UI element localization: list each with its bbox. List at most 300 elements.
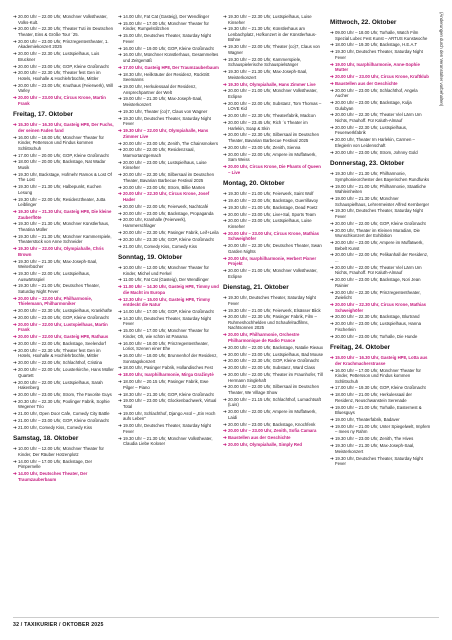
event-text: 20.00 Uhr – 22.00 Uhr, Residenzsaal, Marmortanzgemach (123, 147, 195, 158)
arrow-icon: ➔ (118, 159, 122, 165)
event-text: 19.30 Uhr, Deutsches Theater, Saturday Night Fever (335, 49, 423, 60)
event-text: 20.00 Uhr, Isarphilharmonie, Herbert Pixner Projekt (228, 255, 317, 267)
event-text: 14.00 Uhr – 17.00 Uhr, Backstage, Der Pimpernelle (18, 458, 93, 470)
highlighted-event-entry (223, 428, 324, 434)
event-text: 18.00 Uhr – 19.30 Uhr, Backstage, H.E.A.T (335, 42, 418, 48)
event-text: 20.30 Uhr – 23.30 Uhr, GOP, Kleine Großmacht (123, 236, 214, 242)
arrow-icon: ➔ (13, 314, 17, 320)
event-entry (13, 51, 114, 62)
arrow-icon: ➔ (330, 333, 334, 339)
event-entry (13, 271, 114, 282)
event-text: 20.00 Uhr – 22.30 Uhr, Lustspielhaus, Feuerwerkfabrik (335, 124, 408, 136)
event-entry (118, 392, 219, 398)
event-text: 17.00 Uhr, Gasteig HP8, Der Traumzauberbaum (123, 64, 219, 70)
day-heading: Samstag, 18. Oktober (13, 435, 79, 443)
event-text: 19.30 Uhr – 22.00 Uhr, Kammerspiele, Schauspielerische Schauspielsänger (228, 56, 302, 68)
event-text: 20.00 Uhr – 22.00 Uhr, Münchner Volkstheater, Volks-Kult. (18, 14, 108, 25)
event-text: 19.00 Uhr, Herkulessaal der Residenz, Ansprechpartner der Welt (123, 84, 197, 95)
arrow-icon: ➔ (13, 334, 17, 340)
arrow-icon: ➔ (118, 365, 122, 371)
event-entry (13, 308, 114, 314)
event-entry (13, 446, 114, 457)
arrow-icon: ➔ (223, 332, 227, 338)
arrow-icon: ➔ (118, 147, 122, 153)
footer-divider (13, 617, 439, 618)
arrow-icon: ➔ (118, 172, 122, 178)
event-text: 20.00 Uhr – 22.00 Uhr, Lustspielhaus, Martin Frank (18, 321, 108, 333)
arrow-icon: ➔ (330, 87, 334, 93)
arrow-icon: ➔ (330, 112, 334, 118)
arrow-icon: ➔ (118, 52, 122, 58)
highlighted-event-entry (13, 246, 114, 257)
event-entry (118, 96, 219, 107)
event-text: 20.00 Uhr – 22.00 Uhr, GOP, Kleine Großmacht (335, 220, 426, 226)
highlighted-event-entry (223, 231, 324, 242)
arrow-icon: ➔ (13, 411, 17, 417)
event-text: 19.30 Uhr, Deutsches Theater, Saturday Night Fever (335, 455, 423, 467)
arrow-icon: ➔ (13, 233, 17, 239)
highlighted-event-entry (330, 302, 431, 313)
event-text: 20.00 Uhr – 23.00 Uhr, Live+Sal, Sports Team (228, 211, 316, 217)
event-text: 21.00 Uhr, Comedy Kiss, Comedy Kiss (18, 424, 93, 430)
event-text: 20.00 Uhr – 23.00 Uhr, Ampere im Muffatwerk, Bebelt Kunst (335, 240, 424, 251)
arrow-icon: ➔ (118, 128, 122, 134)
event-text: 20.00 Uhr, Philharmonie, Orchestre Philharmonique de Radio France (228, 332, 300, 343)
arrow-icon: ➔ (13, 367, 17, 373)
arrow-icon: ➔ (13, 446, 17, 452)
event-entry (223, 345, 324, 351)
event-entry (13, 26, 114, 37)
event-text: 14.00 Uhr, Deutsches Theater, Der Traumzauberbaum (18, 471, 88, 482)
highlighted-event-entry (223, 256, 324, 267)
arrow-icon: ➔ (118, 96, 122, 102)
arrow-icon: ➔ (223, 421, 227, 427)
arrow-icon: ➔ (330, 74, 334, 80)
event-text: 20.00 Uhr – 23.00 Uhr, Backstage, Knochfenk (228, 421, 316, 427)
event-text: 14.00 Uhr – 17.00 Uhr, GOP, Kleine Großmacht (123, 309, 214, 315)
event-text: 19.30 Uhr – 22.00 Uhr, Olympiahalle, Chris Brown (18, 246, 104, 257)
arrow-icon: ➔ (223, 88, 227, 94)
event-text: 19.00 Uhr – 21.00 Uhr, Torhalle, Easternest & Bluesguys (335, 404, 422, 416)
event-entry (330, 208, 431, 219)
event-entry (330, 137, 431, 148)
arrow-icon: ➔ (223, 358, 227, 364)
arrow-icon: ➔ (13, 122, 17, 128)
event-text: 18.00 Uhr, Isarphilharmonie, Mirga Gražinytė (123, 372, 214, 378)
arrow-icon: ➔ (330, 455, 334, 461)
event-entry (223, 384, 324, 395)
event-text: 19.30 Uhr – 21.30 Uhr, Max-Joseph-Saal, Weiterbücher (18, 258, 98, 270)
highlighted-event-entry (223, 332, 324, 343)
arrow-icon: ➔ (330, 195, 334, 201)
event-entry (223, 132, 324, 143)
event-text: 20.00 Uhr – 22.30 Uhr, Theaterfabrik, Madcon (228, 113, 316, 119)
event-entry (330, 392, 431, 403)
event-text: 19.00 Uhr – 21.30 Uhr, Max-Joseph-Saal, Meisterkonzert (123, 96, 203, 108)
event-entry (118, 328, 219, 339)
arrow-icon: ➔ (223, 372, 227, 378)
event-text: 16.00 Uhr – 18.00 Uhr, Prinzregententheater, Loriot, Szenen einer Ehe (123, 340, 209, 352)
event-entry (118, 141, 219, 147)
event-text: 20.00 Uhr – 23.45 Uhr, Rich ´s Theater im Harlekin, Soap & Skin (228, 119, 308, 131)
event-text: 19.30 Uhr – 21.30 Uhr, Max-Joseph-Saal, Meisterkonzert (228, 69, 308, 80)
event-text: 12.30 Uhr – 15.00 Uhr, Gasteig HP8, Timmy entdeckt die Natur (123, 296, 211, 308)
arrow-icon: ➔ (118, 379, 122, 385)
event-entry (118, 72, 219, 83)
event-text: 20.00 Uhr, Theater im Kleinen Muradian, Die Wunschkonzert der Exhibition (335, 227, 420, 239)
event-text: 20.00 Uhr – 22.00 Uhr, Philharmonie, Thielemann, Philharmoniker (18, 295, 93, 307)
event-text: 11.00 Uhr, Fat Cat (Gasteig), Der Wendlinger (123, 277, 209, 283)
event-entry (330, 228, 431, 239)
event-entry (330, 150, 431, 156)
arrow-icon: ➔ (223, 307, 227, 313)
event-entry (330, 100, 431, 111)
arrow-icon: ➔ (330, 289, 334, 295)
arrow-icon: ➔ (223, 428, 227, 434)
event-entry (13, 64, 114, 70)
event-text: 20.00 Uhr – 23.00 Uhr, Zenith, Sienna (228, 144, 301, 150)
event-text: 20.00 Uhr – 22.00 Uhr, Gasteig HP8, Rathaus (18, 334, 109, 340)
event-entry (223, 113, 324, 119)
arrow-icon: ➔ (13, 196, 17, 202)
event-text: Baustellen aus der Geschichte (228, 435, 291, 441)
arrow-icon: ➔ (13, 171, 17, 177)
event-text: 20.00 Uhr – 23.00 Uhr, Torhalle, Die Hunde (335, 333, 418, 339)
event-text: 19.30 Uhr – 21.30 Uhr, Gasteig HP8, Die kleine Zauberflöte (18, 209, 112, 220)
highlighted-event-entry (13, 322, 114, 333)
arrow-icon: ➔ (13, 308, 17, 314)
arrow-icon: ➔ (118, 191, 122, 197)
event-entry (118, 185, 219, 191)
highlighted-event-entry (13, 296, 114, 307)
arrow-icon: ➔ (118, 435, 122, 441)
highlighted-event-entry (330, 62, 431, 73)
event-text: 20.00 Uhr – 22.30 Uhr, GOP, Kleine Großmacht (228, 358, 319, 364)
arrow-icon: ➔ (330, 392, 334, 398)
event-text: 20.00 Uhr – 22.00 Uhr, Substanz, Tom Thomas – LOVE Kid (228, 100, 322, 112)
event-entry (223, 101, 324, 112)
arrow-icon: ➔ (330, 367, 334, 373)
arrow-icon: ➔ (13, 63, 17, 69)
arrow-icon: ➔ (223, 255, 227, 261)
event-entry (223, 191, 324, 197)
arrow-icon: ➔ (330, 208, 334, 214)
arrow-icon: ➔ (223, 26, 227, 32)
arrow-icon: ➔ (330, 227, 334, 233)
event-text: 19.30 Uhr – 22.00 Uhr, Residenztheater, Jutta Leiblinger (18, 196, 106, 208)
event-entry (330, 321, 431, 332)
event-entry (118, 398, 219, 409)
event-entry (223, 409, 324, 420)
event-entry (13, 360, 114, 366)
arrow-icon: ➔ (223, 435, 227, 441)
event-text: 19.00 Uhr – 21.00 Uhr, Unter Spiegelwelt, Impfern – mees ny Rahm (335, 423, 431, 435)
arrow-icon: ➔ (118, 372, 122, 378)
arrow-icon: ➔ (330, 30, 334, 35)
event-text: 20.00 Uhr – 22.00 Uhr, Substanz, Ward Class (228, 365, 316, 371)
event-entry (13, 418, 114, 424)
event-text: 20.00 Uhr – 22.30 Uhr, Theater fest Gen im Hotels, Hoxhalle & Hochlehrbüchle, Mittler (18, 347, 101, 359)
event-entry (118, 172, 219, 183)
arrow-icon: ➔ (330, 385, 334, 391)
arrow-icon: ➔ (330, 80, 334, 86)
event-text: 19.00 Uhr, Theaterfabrik, Badaver (335, 417, 400, 423)
event-text: 20.00 Uhr – 23.00 Uhr, GOP, Kleine Großmacht (18, 314, 109, 320)
arrow-icon: ➔ (118, 14, 122, 19)
arrow-icon: ➔ (118, 236, 122, 242)
arrow-icon: ➔ (118, 64, 122, 70)
arrow-icon: ➔ (223, 119, 227, 125)
event-text: 21.00 Uhr – 23.00 Uhr, GOP, Kleine Großmacht (18, 418, 109, 423)
event-entry (13, 153, 114, 159)
arrow-icon: ➔ (118, 296, 122, 302)
arrow-icon: ➔ (13, 418, 17, 423)
arrow-icon: ➔ (223, 314, 227, 320)
day-heading: Mittwoch, 22. Oktober (330, 19, 397, 26)
arrow-icon: ➔ (118, 315, 122, 321)
event-entry (118, 116, 219, 127)
event-text: 20.00 Uhr – 23.00 Uhr, Strom, Billie Marten (123, 184, 206, 190)
event-entry (13, 459, 114, 470)
arrow-icon: ➔ (118, 243, 122, 249)
event-text: 15.00 Uhr – 17.00 Uhr, Münchner Theater für Kinder, Rumpelstilzchen (123, 20, 209, 32)
event-entry (13, 348, 114, 359)
arrow-icon: ➔ (13, 398, 17, 404)
highlighted-event-entry (13, 334, 114, 340)
event-entry (223, 422, 324, 428)
highlighted-event-entry (330, 74, 431, 80)
event-text: 20.00 Uhr – 21.15 Uhr, Schlachthof, Lumachtsaft (Luis) (228, 396, 321, 408)
event-entry (330, 196, 431, 207)
event-entry (118, 341, 219, 352)
arrow-icon: ➔ (13, 321, 17, 327)
arrow-icon: ➔ (13, 295, 17, 301)
event-entry (223, 308, 324, 314)
highlighted-event-entry (223, 442, 324, 448)
event-text: 19.30 Uhr – 21.00 Uhr, Feierwerk, Saint Wolf (228, 191, 314, 197)
arrow-icon: ➔ (223, 351, 227, 357)
event-entry (118, 109, 219, 115)
event-text: 20.00 Uhr – 22.00 Uhr, Lustspielhaus, Sarah Hakenberg (18, 379, 103, 391)
event-text: 19.30 Uhr – 21.30 Uhr, Künstlerhaus am Lenbachplatz, Hofkonzert in der Künstlerhaus-Bühne (228, 26, 317, 43)
arrow-icon: ➔ (330, 264, 334, 270)
arrow-icon: ➔ (330, 149, 334, 155)
arrow-icon: ➔ (223, 132, 227, 138)
arrow-icon: ➔ (223, 144, 227, 150)
event-text: 19.00 Uhr, Isarphilharmonie, Anne-Sophie Mutter (335, 61, 420, 73)
day-heading: Freitag, 24. Oktober (330, 344, 391, 352)
event-entry (118, 244, 219, 250)
event-text: 20.00 Uhr – 23.00 Uhr, Circus Krone, Mathias Schweighöfer (228, 230, 319, 242)
event-entry (330, 443, 431, 454)
event-entry (118, 204, 219, 210)
event-text: 21.00 Uhr, Open Door Cafe, Comedy City Battle (18, 411, 110, 417)
event-text: 17.00 Uhr – 20.00 Uhr, GOP, Kleine Großmacht (18, 152, 109, 158)
event-entry (223, 14, 324, 25)
event-text: 18.00 Uhr – 20.15 Uhr, Pasinger Fabrik, Ewe Pilger – Piano (123, 379, 209, 390)
event-entry (330, 277, 431, 288)
arrow-icon: ➔ (118, 84, 122, 90)
event-entry (118, 211, 219, 217)
listing-column-2 (118, 14, 219, 448)
arrow-icon: ➔ (118, 398, 122, 404)
event-text: 20.00 Uhr – 22.30 Uhr, Circus Krone, Josef Hader (123, 191, 210, 202)
day-heading: Montag, 20. Oktober (223, 180, 285, 188)
arrow-icon: ➔ (223, 81, 227, 87)
event-text: 15.00 Uhr – 16.30 Uhr, Gasteig HP8, Lotta aus der Krachmacherstrasse (335, 355, 428, 366)
event-entry (330, 265, 431, 276)
event-entry (223, 212, 324, 218)
event-text: 19.00 Uhr – 23.00 Uhr, Glockenbachwerk, Virtual Total (123, 398, 217, 409)
arrow-icon: ➔ (223, 365, 227, 371)
listing-column-4 (330, 14, 431, 468)
arrow-icon: ➔ (223, 69, 227, 75)
event-entry (223, 205, 324, 211)
event-text: 20.00 Uhr – 23.00 Uhr, Schlachthof, Angela Aucher (335, 87, 418, 99)
event-entry (13, 70, 114, 81)
event-entry (223, 352, 324, 358)
arrow-icon: ➔ (118, 184, 122, 190)
arrow-icon: ➔ (223, 197, 227, 203)
event-text: 19.30 Uhr – 22.30 Uhr, Lustspielhaus, Luise Kinseher (228, 14, 312, 25)
event-entry (330, 385, 431, 391)
arrow-icon: ➔ (13, 95, 17, 101)
event-text: 20.00 Uhr – 22.00 Uhr, Theater Viel Lärm Um Nichts, Frauhoff. Für Kaluth-Almauf (335, 264, 422, 276)
event-text: 20.00 Uhr – 23.00 Uhr, Circus Krone, Kraftklub (335, 74, 429, 80)
event-text: 19.30 Uhr – 22.00 Uhr, Olympiahalle, Hans Zimmer Live (123, 128, 209, 139)
highlighted-event-entry (118, 191, 219, 202)
event-entry (13, 367, 114, 378)
event-entry (118, 230, 219, 236)
event-text: 19.30 Uhr – 21.30 Uhr, Münchner Künstlerhaus, Theatina Müller (18, 221, 110, 232)
event-entry (330, 405, 431, 416)
arrow-icon: ➔ (330, 423, 334, 429)
event-text: 20.00 Uhr – 23.00 Uhr, Lustspielhaus, Luise Kinseher (123, 159, 207, 171)
event-entry (13, 392, 114, 398)
event-text: 16.00 Uhr, Münchner Künstlerhaus, Gesammeltes und Zeitgemäß (123, 52, 219, 64)
arrow-icon: ➔ (13, 270, 17, 276)
sidebar-note: (Änderungen durch den Veranstalter vorbehalten) (439, 12, 444, 107)
event-text: 19.00 Uhr – 21.00 Uhr, Philharmonie, Staatliche Wahleinheiten (335, 183, 427, 195)
event-entry (330, 290, 431, 301)
event-entry (118, 265, 219, 276)
event-entry (223, 88, 324, 99)
event-entry (13, 197, 114, 208)
event-entry (13, 172, 114, 183)
arrow-icon: ➔ (13, 38, 17, 44)
arrow-icon: ➔ (223, 384, 227, 390)
arrow-icon: ➔ (13, 283, 17, 289)
event-text: 18.00 Uhr – 21.00 Uhr, Herkulessaal der Residenz, Neuschwanstein Serenade (335, 392, 412, 403)
highlighted-event-entry (13, 95, 114, 106)
event-entry (330, 171, 431, 182)
arrow-icon: ➔ (118, 328, 122, 334)
event-text: 20.00 Uhr – 22.00 Uhr, Schlachthof, Cristina (18, 360, 103, 366)
event-entry (118, 423, 219, 434)
arrow-icon: ➔ (330, 443, 334, 449)
event-entry (13, 283, 114, 294)
arrow-icon: ➔ (330, 314, 334, 320)
event-text: 20.00 Uhr – 22.30 Uhr, Lustspielhaus, Krankhafte (18, 308, 113, 314)
event-entry (330, 424, 431, 435)
arrow-icon: ➔ (13, 159, 17, 165)
arrow-icon: ➔ (330, 301, 334, 307)
arrow-icon: ➔ (118, 20, 122, 26)
arrow-icon: ➔ (13, 26, 17, 32)
arrow-icon: ➔ (330, 220, 334, 226)
event-text: 20.00 Uhr – 23.00 Uhr, Strom, Johnny Gold (335, 149, 418, 155)
arrow-icon: ➔ (13, 258, 17, 264)
event-text: 20.00 Uhr – 22.30 Uhr, Prinzregententheater, Zwielicht (335, 289, 421, 301)
event-text: 20.00 Uhr, Olympiahalle, Simply Red (228, 442, 303, 448)
event-text: 14.00 Uhr, Fat Cat (Gasteig), Der Wendlinger (123, 14, 210, 19)
arrow-icon: ➔ (330, 240, 334, 245)
highlighted-event-entry (13, 122, 114, 133)
arrow-icon: ➔ (330, 417, 334, 423)
event-text: 10.00 Uhr – 12.00 Uhr, Münchner Theater für Kinder, Michel und Ferkel (123, 265, 209, 276)
arrow-icon: ➔ (118, 210, 122, 216)
event-entry (330, 240, 431, 251)
highlighted-event-entry (118, 297, 219, 308)
event-entry (118, 237, 219, 243)
event-entry (118, 52, 219, 63)
arrow-icon: ➔ (330, 436, 334, 442)
arrow-icon: ➔ (13, 51, 17, 57)
arrow-icon: ➔ (13, 391, 17, 397)
event-entry (118, 147, 219, 158)
event-text: 20.00 Uhr – 23.00 Uhr, Prinzregententheater, 1. Akademiekonzert 2025 (18, 38, 109, 50)
arrow-icon: ➔ (223, 44, 227, 50)
event-entry (223, 314, 324, 331)
event-text: 19.40 Uhr – 22.00 Uhr, Backstage, Guerrillavoy (228, 197, 319, 203)
arrow-icon: ➔ (223, 56, 227, 62)
event-text: 16.00 Uhr – 18.00 Uhr, Brunnenhof der Residenz, Sonntagskonzert (123, 353, 218, 364)
arrow-icon: ➔ (13, 246, 17, 252)
event-entry (13, 425, 114, 431)
listing-column-1 (13, 14, 114, 484)
highlighted-event-entry (223, 164, 324, 175)
arrow-icon: ➔ (223, 409, 227, 415)
event-text: 16.00 Uhr – 18.00 Uhr, Münchner Theater für Kinder, Pettersson und Findus kommen Schlittschuh (18, 134, 104, 151)
arrow-icon: ➔ (13, 341, 17, 347)
event-entry (118, 379, 219, 390)
event-text: 19.30 Uhr – 21.30 Uhr, Philharmonie, Symphonieorchester des Bayerischen Rundfunks (335, 171, 430, 182)
event-text: 19.30 Uhr – 21.00 Uhr, Deutsches Theater, Saturday Night Fever (18, 283, 100, 294)
event-text: 19.30 Uhr, Deutsches Theater, Saturday Night Fever (335, 208, 423, 219)
arrow-icon: ➔ (118, 391, 122, 397)
event-entry (330, 252, 431, 263)
highlighted-event-entry (118, 372, 219, 378)
event-text: 19.30 Uhr – 22.00 Uhr, Lustspielhaus, Auswärtsspiel (18, 270, 91, 282)
arrow-icon: ➔ (223, 204, 227, 210)
event-text: 19.00 Uhr, Deutsches Theater, Saturday Night Fever (123, 423, 211, 434)
event-text: 20.00 Uhr – 22.00 Uhr, Silbersaal im Deutschen Theater, We Village Show (228, 384, 320, 395)
event-entry (118, 316, 219, 327)
arrow-icon: ➔ (13, 471, 17, 477)
event-text: 20.00 Uhr – 23.00 Uhr, Lustspielhaus, Luise Kinseher (228, 218, 312, 229)
event-text: 20.00 Uhr – 21.00 Uhr, Münchner Volkstheater, Eclipse (228, 268, 318, 279)
arrow-icon: ➔ (13, 221, 17, 227)
event-text: 20.00 Uhr – 22.00 Uhr, Feierwerk, Nachtcafé (123, 203, 209, 209)
event-text: 10.00 Uhr – 12.00 Uhr, Münchner Theater für Kinder, Der Räuber Hotzenplotz (18, 446, 104, 457)
event-text: 20.00 Uhr – 23.00 Uhr, Zenith, The Chainsmokers (123, 140, 218, 146)
event-text: 19.30 Uhr – 21.30 Uhr, Halbepunkt, Kuchen Lesung (18, 184, 102, 195)
event-text: 20.00 Uhr – 22.30 Uhr, Theater Tuti im Deutschen Theater, Eins & Größe Tour ´25. (18, 26, 113, 37)
arrow-icon: ➔ (13, 134, 17, 140)
event-text: 15.30 Uhr – 16.30 Uhr, Gasteig HP8, Der Fuchs, der seinen Faden fand (18, 122, 114, 133)
event-text: 20.00 Uhr – 22.30 Uhr, Silbersaal im Deutschen Theater, Bavarian Barbecue Festival 2025 (228, 132, 320, 143)
event-text: 18.30 Uhr, Heilkräuter der Residenz, Rücktritt Seemanns (123, 71, 210, 83)
